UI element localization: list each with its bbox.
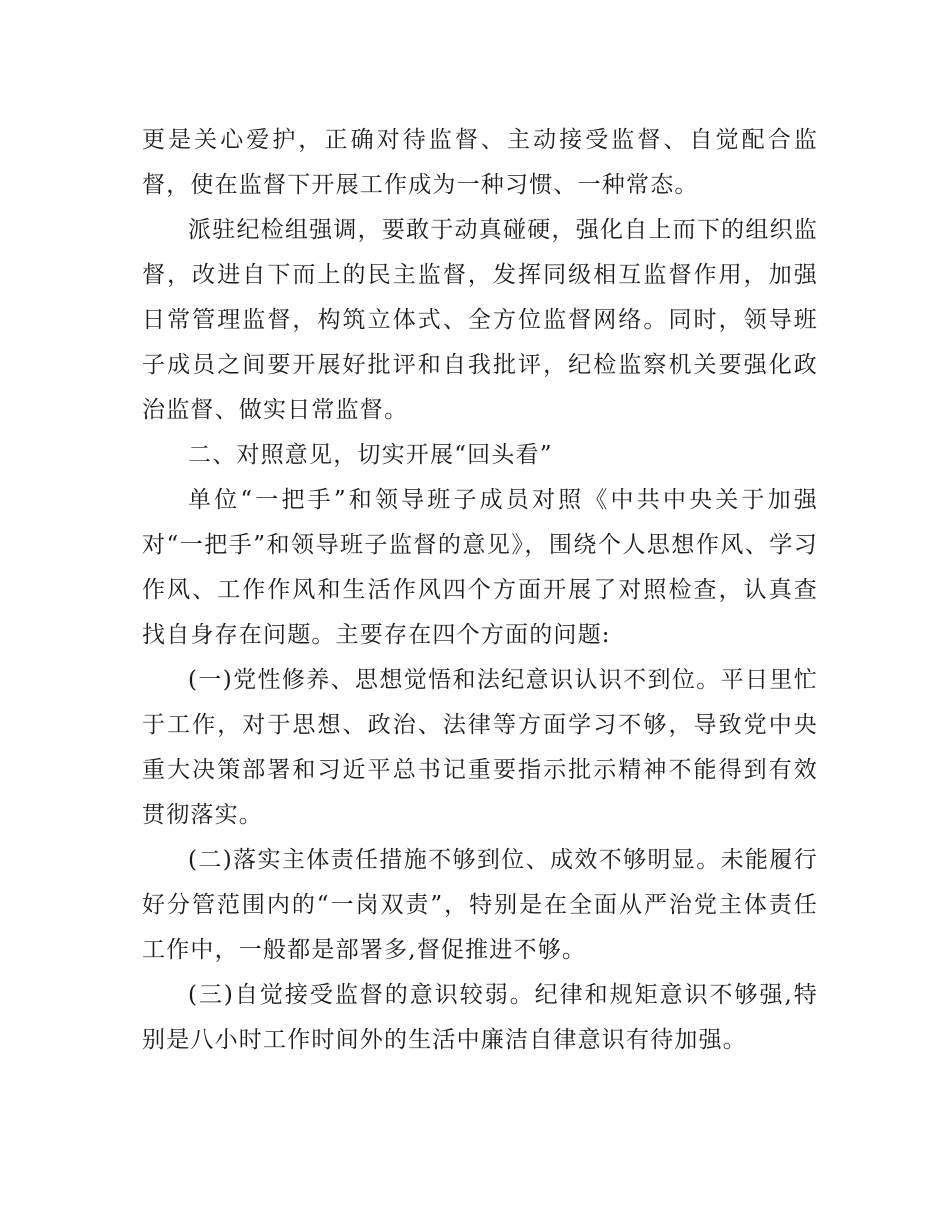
section-heading-review: 二、对照意见，切实开展“回头看” [188, 442, 553, 468]
paragraph-issue-3: (三)自觉接受监督的意识较弱。纪律和规矩意识不够强,特别是八小时工作时间外的生活中廉洁自律意识有待加强。 [142, 982, 818, 1053]
paragraph-supervision-emphasis: 派驻纪检组强调，要敢于动真碰硬，强化自上而下的组织监督，改进自下而上的民主监督，发挥同级相互监督作用，加强日常管理监督，构筑立体式、全方位监督网络。同时，领导班子成员之间要开展好批评和自我批评，纪检监察机关要强化政治监督、做实日常监督。 [142, 217, 818, 423]
paragraph-self-check: 单位“一把手”和领导班子成员对照《中共中央关于加强对“一把手”和领导班子监督的意见》，围绕个人思想作风、学习作风、工作作风和生活作风四个方面开展了对照检查，认真查找自身存在问题。主要存在四个方面的问题: [142, 487, 818, 648]
document-body [142, 118, 818, 1063]
paragraph-continuation: 更是关心爱护，正确对待监督、主动接受监督、自觉配合监督，使在监督下开展工作成为一种习惯、一种常态。 [142, 127, 818, 198]
paragraph-issue-1: (一)党性修养、思想觉悟和法纪意识认识不到位。平日里忙于工作，对于思想、政治、法律等方面学习不够，导致党中央重大决策部署和习近平总书记重要指示批示精神不能得到有效贯彻落实。 [142, 667, 818, 828]
paragraph-issue-2: (二)落实主体责任措施不够到位、成效不够明显。未能履行好分管范围内的“一岗双责”，特别是在全面从严治党主体责任工作中，一般都是部署多,督促推进不够。 [142, 847, 818, 963]
